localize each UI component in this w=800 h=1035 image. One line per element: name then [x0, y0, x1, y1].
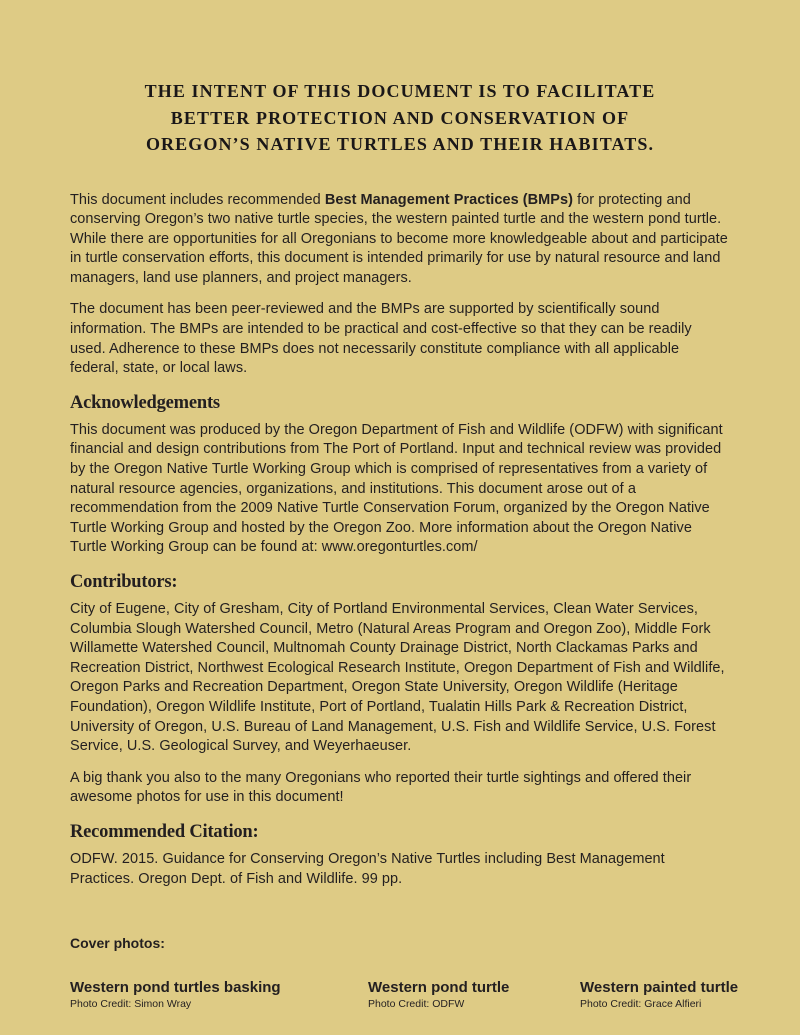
photo-title: Western pond turtle [368, 979, 510, 996]
intro-text-start: This document includes recommended [70, 191, 325, 208]
thanks-paragraph: A big thank you also to the many Oregonians who reported their turtle sightings and offered their awesome photos for use in this document! [70, 769, 692, 806]
contributors-heading: Contributors: [70, 572, 178, 592]
acknowledgements-paragraph: This document was produced by the Oregon Department of Fish and Wildlife (ODFW) with significant financial and design contributions from The Port of Portland. Input and technical review was provided by the Oregon Native Turtle Working Group which is comprised of representatives from a variety of natural resource agencies, organizations, and institutions. This document arose out of a recommendation from the 2009 Native Turtle Conservation Forum, organized by the Oregon Native Turtle Working Group and hosted by the Oregon Zoo. More information about the Oregon Native Turtle Working Group can be found at: www.oregonturtles.com/ [70, 421, 723, 556]
peer-review-paragraph: The document has been peer-reviewed and the BMPs are supported by scientifically sound information. The BMPs are intended to be practical and cost-effective so that they can be readily used. Adherence to these BMPs does not necessarily constitute compliance with all applicable federal, state, or local laws. [70, 301, 692, 377]
acknowledgements-heading: Acknowledgements [70, 392, 220, 413]
intro-text-end: for protecting and conserving Oregon’s two native turtle species, the western painted turtle and the western pond turtle. While there are opportunities for all Oregonians to become more knowledgeable about and participate in turtle conservation efforts, this document is intended primarily for use by natural resource and land managers, land use planners, and project managers. [70, 191, 728, 286]
cover-photos-label: Cover photos: [70, 935, 165, 951]
intro-paragraph [70, 191, 730, 289]
citation-heading: Recommended Citation: [70, 821, 259, 842]
photo-title: Western pond turtles basking [70, 979, 281, 996]
photo-title: Western painted turtle [580, 979, 739, 996]
photo-credit: Photo Credit: Grace Alfieri [580, 998, 702, 1010]
citation-paragraph: ODFW. 2015. Guidance for Conserving Oregon’s Native Turtles including Best Management Practices. Oregon Dept. of Fish and Wildlife. 99 pp. [70, 850, 665, 887]
intent-heading-line: OREGON’S NATIVE TURTLES AND THEIR HABITATS. [145, 134, 655, 154]
intent-heading [70, 0, 730, 158]
contributors-paragraph: City of Eugene, City of Gresham, City of Portland Environmental Services, Clean Water Services, Columbia Slough Watershed Council, Metro (Natural Areas Program and Oregon Zoo), Middle Fork Willamette Watershed Council, Multnomah County Drainage District, North Clackamas Parks and Recreation District, Northwest Ecological Research Institute, Oregon Department of Fish and Wildlife, Oregon Parks and Recreation Department, Oregon State University, Oregon Wildlife (Heritage Foundation), Oregon Wildlife Institute, Port of Portland, Tualatin Hills Park & Recreation District, University of Oregon, U.S. Bureau of Land Management, U.S. Fish and Wildlife Service, U.S. Forest Service, U.S. Geological Survey, and Weyerhaeuser. [70, 601, 725, 755]
cover-photo-caption [70, 979, 281, 1011]
photo-credit: Photo Credit: ODFW [368, 998, 465, 1010]
cover-photo-caption [368, 979, 509, 1011]
intent-heading-line: THE INTENT OF THIS DOCUMENT IS TO FACILITATE [144, 81, 656, 101]
intent-heading-line: BETTER PROTECTION AND CONSERVATION OF [170, 107, 630, 128]
photo-credit: Photo Credit: Simon Wray [70, 998, 192, 1010]
bmp-term: Best Management Practices (BMPs) [324, 191, 574, 208]
cover-photo-caption [580, 979, 738, 1011]
